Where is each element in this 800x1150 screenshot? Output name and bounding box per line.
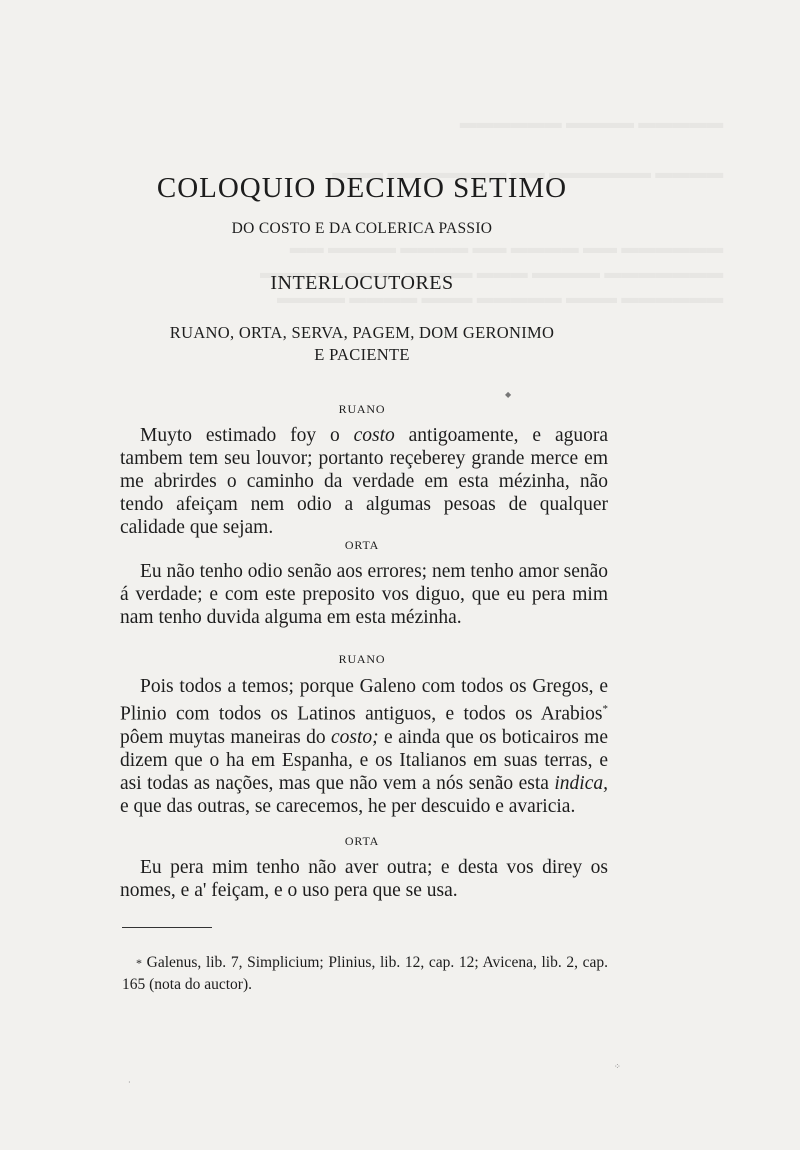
italic-term: indica, (554, 772, 608, 794)
paragraph-text: pôem muytas maneiras do (120, 726, 332, 748)
paragraph-text: e que das outras, se carecemos, he per descuido e avaricia. (120, 795, 576, 817)
italic-term: costo; (331, 726, 379, 748)
footnote-marker: * (136, 956, 142, 970)
footnote-divider (122, 927, 212, 928)
ink-speck: ⁘ (614, 1062, 621, 1071)
footnote (122, 952, 608, 995)
dialogue-paragraph (120, 675, 608, 818)
paragraph-text: Eu não tenho odio senão aos errores; nem tenho amor senão á verdade; e com este preposito vos diguo, que eu pera mim nam tenho duvida alguma em esta mézinha. (120, 561, 608, 628)
dialogue-paragraph (120, 856, 608, 902)
speaker-label: RUANO (338, 402, 386, 416)
paragraph-text: Pois todos a temos; porque Galeno com todos os Gregos, e Plinio com todos os Latinos antiguos, e todos os Arabios (120, 676, 608, 725)
speaker-label: RUANO (338, 652, 386, 666)
interlocutores-heading: INTERLOCUTORES (270, 272, 454, 294)
ink-speck: ◆ (505, 390, 512, 399)
italic-term: costo (353, 425, 395, 446)
paragraph-text: antigoamente, e aguora tambem tem seu louvor; portanto reçeberey grande merce em me abrirdes o caminho da verdade em esta mézinha, não tendo afeiçam nem odio a algumas pesoas de qualquer calidade que sejam. (120, 425, 608, 538)
chapter-subtitle: DO COSTO E DA COLERICA PASSIO (231, 220, 493, 237)
paragraph-text: Muyto estimado foy o (140, 425, 354, 446)
paragraph-text: Eu pera mim tenho não aver outra; e desta vos direy os nomes, e a' feiçam, e o uso pera que se usa. (120, 857, 608, 901)
characters-list (0, 322, 724, 366)
paragraph-text: e ainda que os boticairos me dizem que o ha em Espanha, e os Italianos em suas terras, e asi todas as nações, mas que não vem a nós senão esta (120, 726, 608, 794)
footnote-text: Galenus, lib. 7, Simplicium; Plinius, lib. 12, cap. 12; Avicena, lib. 2, cap. 165 (nota do auctor). (122, 954, 608, 993)
footnote-marker: * (602, 703, 608, 715)
speaker-label: ORTA (344, 538, 380, 552)
speaker-label: ORTA (344, 834, 380, 848)
characters-line: RUANO, ORTA, SERVA, PAGEM, DOM GERONIMO (169, 323, 555, 342)
dialogue-paragraph (120, 560, 608, 629)
dialogue-paragraph (120, 424, 608, 539)
characters-line: E PACIENTE (314, 345, 410, 364)
chapter-title: COLOQUIO DECIMO SETIMO (156, 172, 568, 204)
ink-speck: · (128, 1078, 131, 1087)
